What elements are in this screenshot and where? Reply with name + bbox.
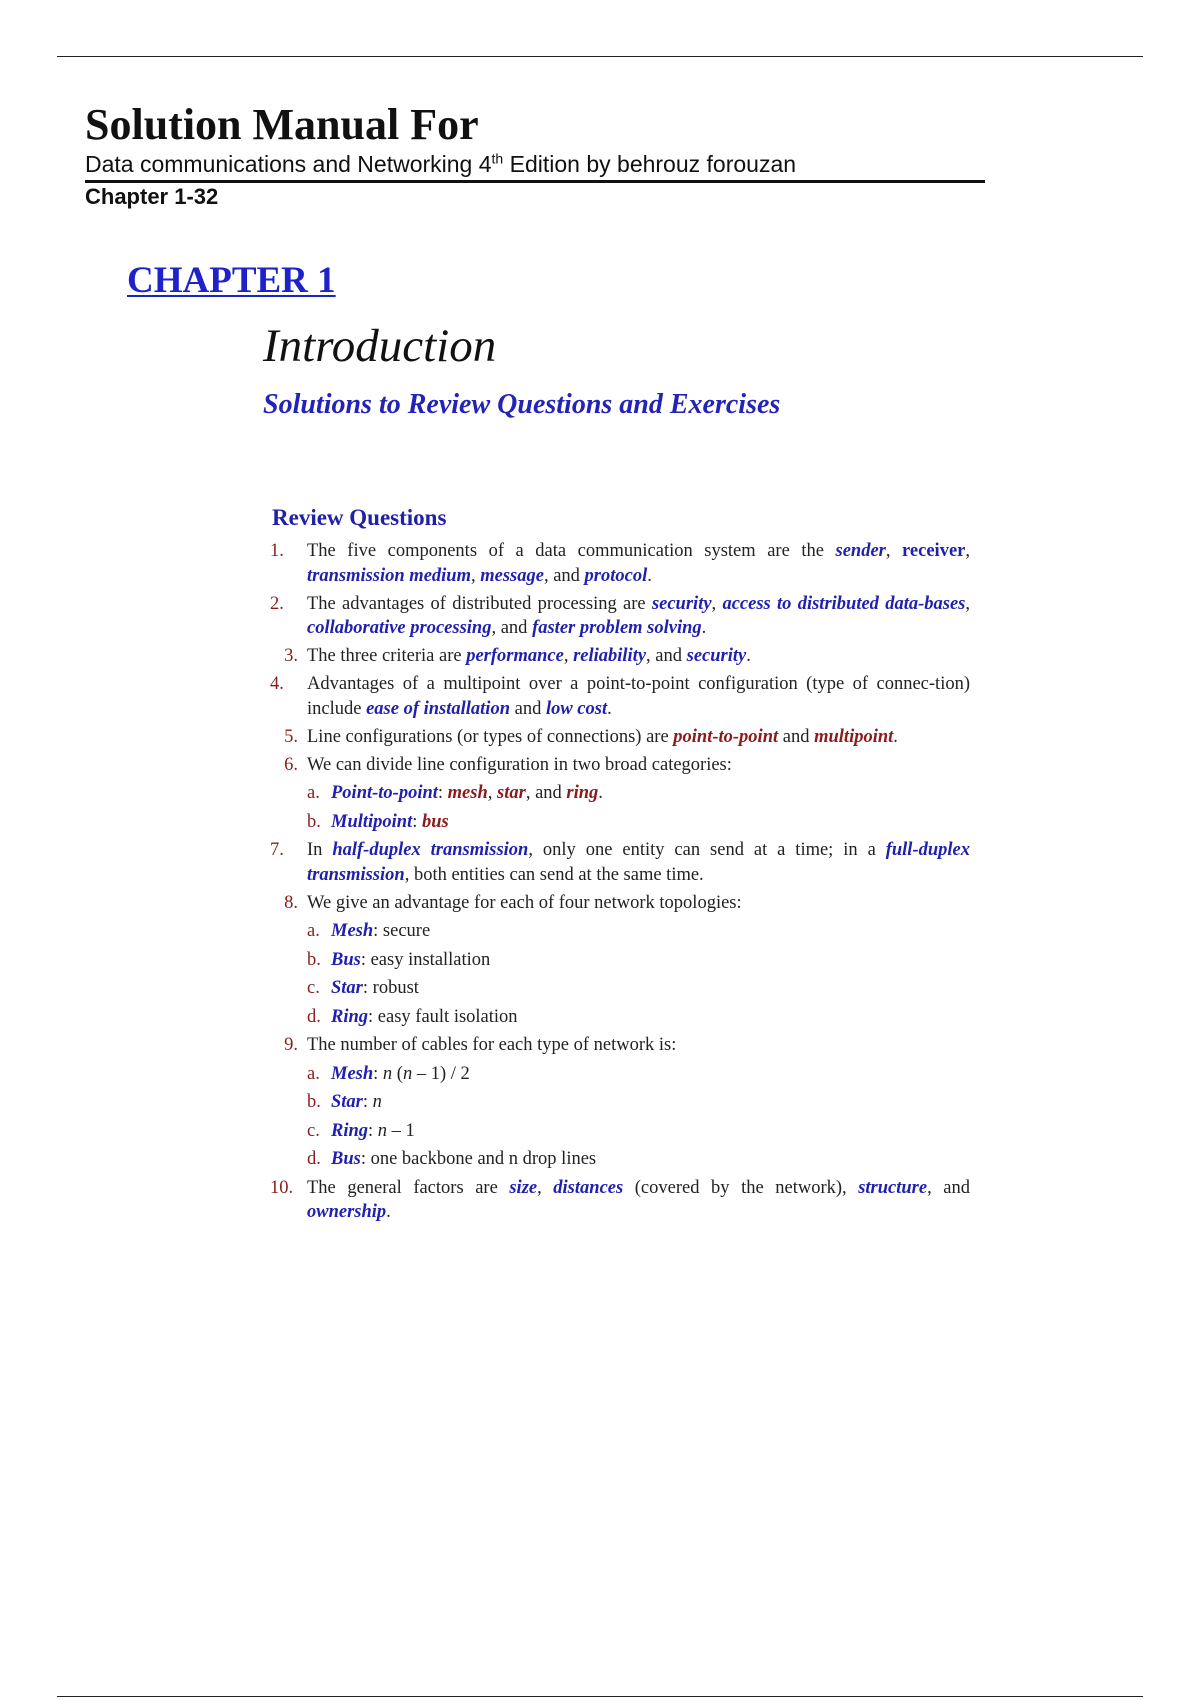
sub-item <box>307 1005 970 1030</box>
sub-item <box>307 976 970 1001</box>
sub-list <box>307 919 970 1029</box>
sub-item <box>307 919 970 944</box>
text: : <box>412 811 422 832</box>
text: : <box>373 1063 383 1084</box>
review-questions-list <box>270 539 970 1228</box>
keyword: reliability <box>573 646 647 666</box>
bottom-rule <box>57 1696 1143 1697</box>
keyword: Multipoint <box>331 811 413 832</box>
text: ( <box>392 1063 403 1084</box>
keyword: Ring <box>331 1120 369 1141</box>
text: , only one entity can send at a time; in a <box>528 840 886 860</box>
sub-item-letter: b. <box>307 949 321 970</box>
keyword: sender <box>835 541 886 561</box>
chapter-heading-link[interactable]: CHAPTER 1 <box>127 260 336 301</box>
keyword: collaborative processing <box>307 618 492 638</box>
keyword: access to distributed data-bases <box>722 593 966 614</box>
keyword: Bus <box>331 1149 361 1169</box>
chapter-title: Introduction <box>263 320 497 372</box>
text: , <box>563 646 574 666</box>
sub-list <box>307 781 970 834</box>
keyword: Mesh <box>331 1063 374 1084</box>
formula-variable: n <box>402 1063 413 1084</box>
review-questions-heading: Review Questions <box>272 505 447 530</box>
keyword: bus <box>422 811 449 832</box>
text: (covered by the network), <box>623 1177 859 1198</box>
text: : <box>362 1092 373 1112</box>
sub-item <box>307 1090 970 1115</box>
formula-variable: n <box>372 1092 382 1112</box>
keyword: size <box>509 1177 538 1198</box>
text: , and <box>646 646 687 666</box>
text: . <box>647 565 652 586</box>
keyword: faster problem solving <box>532 618 702 638</box>
question-4 <box>270 672 970 721</box>
keyword: distances <box>553 1177 624 1198</box>
keyword: Bus <box>331 949 361 970</box>
question-number: 5. <box>284 726 298 747</box>
section-title: Solutions to Review Questions and Exercises <box>263 389 781 420</box>
keyword: Point-to-point <box>331 783 438 803</box>
keyword: Ring <box>331 1006 369 1027</box>
text: . <box>701 618 707 638</box>
sub-item <box>307 781 970 806</box>
text: , <box>487 783 498 803</box>
keyword: full-duplex transmission <box>307 840 970 885</box>
sub-item-letter: a. <box>307 783 320 803</box>
question-number: 3. <box>284 646 298 666</box>
keyword: low cost <box>545 698 608 719</box>
document-title: Solution Manual For <box>85 100 479 149</box>
text: The advantages of distributed processing are <box>307 593 652 614</box>
subtitle-text: Data communications and Networking 4 <box>85 151 492 177</box>
text: Line configurations (or types of connections) are <box>307 726 674 747</box>
sub-item-letter: b. <box>307 811 321 832</box>
sub-item <box>307 948 970 973</box>
keyword: ownership <box>307 1202 387 1222</box>
top-rule <box>57 56 1143 57</box>
question-1 <box>270 539 970 588</box>
keyword: ease of installation <box>366 698 510 719</box>
question-number: 4. <box>270 674 284 694</box>
formula-variable: n <box>377 1120 388 1141</box>
question-number: 9. <box>284 1035 298 1055</box>
sub-item <box>307 1147 970 1172</box>
chapter-range: Chapter 1-32 <box>85 184 219 209</box>
keyword: message <box>480 565 544 586</box>
text: In <box>307 840 333 860</box>
text: – 1) / 2 <box>412 1063 470 1084</box>
keyword: half-duplex transmission <box>332 840 529 860</box>
text: , both entities can send at the same time. <box>404 864 704 885</box>
text: , and <box>543 565 585 586</box>
text: : easy fault isolation <box>368 1006 518 1027</box>
keyword: star <box>497 783 526 803</box>
keyword: structure <box>858 1177 928 1198</box>
text: The three criteria are <box>307 646 467 666</box>
keyword: receiver <box>902 541 966 561</box>
question-number: 2. <box>270 593 284 614</box>
keyword: security <box>651 593 712 614</box>
text: , and <box>491 618 533 638</box>
text: . <box>386 1202 391 1222</box>
sub-list <box>307 1062 970 1172</box>
formula-variable: n <box>382 1063 393 1084</box>
sub-item-letter: b. <box>307 1092 321 1112</box>
question-number: 7. <box>270 840 284 860</box>
question-10 <box>270 1176 970 1225</box>
question-number: 6. <box>284 754 298 775</box>
text: , <box>537 1177 554 1198</box>
question-8 <box>270 891 970 1030</box>
question-3 <box>270 644 970 669</box>
text: Advantages of a multipoint over a point-to-point configuration (type of connec-tion) include <box>307 674 970 719</box>
text: The number of cables for each type of network is: <box>307 1035 677 1055</box>
text: and <box>509 698 546 719</box>
subtitle-superscript: th <box>491 150 504 167</box>
text: , <box>885 541 903 561</box>
text: : robust <box>362 978 419 998</box>
question-2 <box>270 592 970 641</box>
keyword: transmission medium <box>307 565 471 586</box>
keyword: performance <box>466 646 564 666</box>
sub-item <box>307 1119 970 1144</box>
question-7 <box>270 838 970 887</box>
text: , <box>965 593 971 614</box>
question-5 <box>270 725 970 750</box>
keyword: Star <box>331 978 363 998</box>
text: : secure <box>373 921 431 941</box>
sub-item-letter: c. <box>307 1120 320 1141</box>
text: , and <box>927 1177 970 1198</box>
keyword: mesh <box>447 783 488 803</box>
text: . <box>893 726 898 747</box>
sub-item-letter: d. <box>307 1006 321 1027</box>
sub-item-letter: a. <box>307 921 320 941</box>
sub-item <box>307 810 970 835</box>
keyword: security <box>686 646 747 666</box>
text: We give an advantage for each of four network topologies: <box>307 892 742 913</box>
text: . <box>598 783 603 803</box>
keyword: Star <box>331 1092 363 1112</box>
sub-item-letter: c. <box>307 978 320 998</box>
text: : one backbone and n drop lines <box>360 1149 597 1169</box>
question-number: 8. <box>284 892 298 913</box>
keyword: protocol <box>584 565 648 586</box>
sub-item-letter: a. <box>307 1063 320 1084</box>
text: The five components of a data communication system are the <box>307 541 836 561</box>
text: , and <box>525 783 567 803</box>
text: – 1 <box>387 1120 415 1141</box>
keyword: multipoint <box>814 726 894 747</box>
text: We can divide line configuration in two broad categories: <box>307 754 732 775</box>
text: : <box>437 783 448 803</box>
text: and <box>778 726 815 747</box>
text: , <box>470 565 481 586</box>
text: , <box>711 593 723 614</box>
text: The general factors are <box>307 1177 510 1198</box>
text: : easy installation <box>360 949 491 970</box>
text: . <box>607 698 612 719</box>
question-number: 1. <box>270 541 284 561</box>
document-subtitle <box>85 148 985 183</box>
text: : <box>368 1120 378 1141</box>
question-6 <box>270 753 970 835</box>
keyword: Mesh <box>331 921 374 941</box>
subtitle-text-end: Edition by behrouz forouzan <box>503 151 797 177</box>
keyword: ring <box>566 783 599 803</box>
question-number: 10. <box>270 1177 294 1198</box>
question-9 <box>270 1033 970 1172</box>
text: , <box>965 541 970 561</box>
keyword: point-to-point <box>673 726 779 747</box>
text: . <box>746 646 751 666</box>
sub-item <box>307 1062 970 1087</box>
sub-item-letter: d. <box>307 1149 321 1169</box>
